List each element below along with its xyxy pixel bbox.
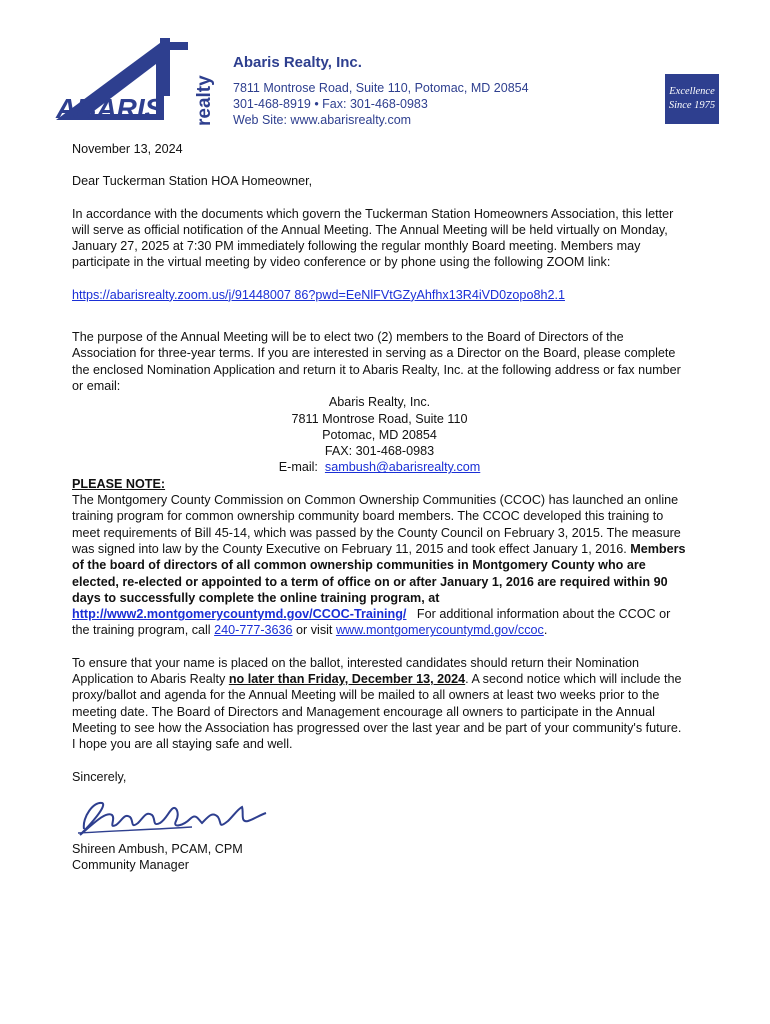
ccoc-website-link[interactable]: www.montgomerycountymd.gov/ccoc <box>335 623 544 638</box>
paragraph-ccoc <box>72 492 687 639</box>
paragraph-ballot <box>72 655 687 753</box>
return-address-email-line <box>72 459 687 475</box>
zoom-link[interactable]: https://abarisrealty.zoom.us/j/91448007 86?pwd=EeNlFVtGZyAhfhx13R4iVD0zopo8h2.1 <box>72 287 565 302</box>
closing: Sincerely, <box>72 769 127 784</box>
company-name: Abaris Realty, Inc. <box>233 54 362 71</box>
ccoc-training-link[interactable]: http://www2.montgomerycountymd.gov/CCOC-Training/ <box>72 607 407 622</box>
letter-body <box>72 141 687 873</box>
ccoc-text-3: or visit <box>292 623 336 638</box>
ccoc-text-1: The Montgomery County Commission on Common Ownership Communities (CCOC) has launched an online training program for common ownership community board members. The CCOC developed this training to meet requirements of Bill 45-14, which was passed by the County Council on February 3, 2015. The measure was signed into law by the County Executive on February 11, 2015 and took effect January 1, 2016. <box>72 493 681 556</box>
note-heading: PLEASE NOTE: <box>72 476 166 491</box>
return-address-line-1: Abaris Realty, Inc. <box>328 395 431 410</box>
ballot-text-1: To ensure that your name is placed on the ballot, interested candidates should return their Nomination Application to Abaris Realty <box>72 655 640 687</box>
letter-date: November 13, 2024 <box>72 142 183 156</box>
company-phone-fax: 301-468-8919 • Fax: 301-468-0983 <box>233 97 428 111</box>
signer-name: Shireen Ambush, PCAM, CPM <box>72 841 243 856</box>
paragraph-purpose: The purpose of the Annual Meeting will be to elect two (2) members to the Board of Directors of the Association for three-year terms. If you are interested in serving as a Director on the Board, please complete the enclosed Nomination Application and return it to Abaris Realty, Inc. at the following address or fax number or email: <box>72 330 681 393</box>
badge-line-2: Since 1975 <box>668 100 716 111</box>
ccoc-text-2: For additional information about the CCOC or the training program, call <box>72 607 674 638</box>
svg-text:ABARIS: ABARIS <box>56 93 164 124</box>
signature <box>72 789 272 841</box>
return-address-fax: FAX: 301-468-0983 <box>324 444 435 459</box>
ballot-text-2: . A second notice which will include the proxy/ballot and agenda for the Annual Meeting will be mailed to all owners at least two weeks prior to the meeting date. The Board of Directors and Management encourage all owners to participate in the Annual Meeting to see how the Association has progressed over the last year and be part of your community's future. I hope you are all staying safe and well. <box>72 672 682 752</box>
svg-text:realty: realty <box>194 75 215 126</box>
company-website: Web Site: www.abarisrealty.com <box>233 113 412 127</box>
company-info <box>233 54 529 128</box>
email-link[interactable]: sambush@abarisrealty.com <box>324 460 481 475</box>
ccoc-requirement: Members of the board of directors of all common ownership communities in Montgomery County who are elected, re-elected or appointed to a term of office on or after January 1, 2016 are required within 90 days to successfully complete the online training program, at <box>72 541 686 605</box>
return-address-line-3: Potomac, MD 20854 <box>322 427 437 442</box>
return-address-line-2: 7811 Montrose Road, Suite 110 <box>291 411 468 426</box>
ballot-deadline: no later than Friday, December 13, 2024 <box>228 672 466 687</box>
badge-line-1: Excellence <box>669 86 715 97</box>
signer-title: Community Manager <box>72 858 189 873</box>
ccoc-phone-link[interactable]: 240-777-3636 <box>214 623 293 638</box>
ccoc-text-4: . <box>543 623 548 638</box>
excellence-badge <box>665 74 719 124</box>
abaris-logo <box>52 34 218 130</box>
salutation: Dear Tuckerman Station HOA Homeowner, <box>72 174 313 189</box>
paragraph-meeting: In accordance with the documents which govern the Tuckerman Station Homeowners Association, this letter will serve as official notification of the Annual Meeting. The Annual Meeting will be held virtually on Monday, January 27, 2025 at 7:30 PM immediately following the regular monthly Board meeting. Members may participate in the virtual meeting by video conference or by phone using the following ZOOM link: <box>72 206 674 270</box>
company-address: 7811 Montrose Road, Suite 110, Potomac, MD 20854 <box>233 81 529 95</box>
return-address <box>72 394 687 475</box>
email-label: E-mail: <box>278 460 325 475</box>
